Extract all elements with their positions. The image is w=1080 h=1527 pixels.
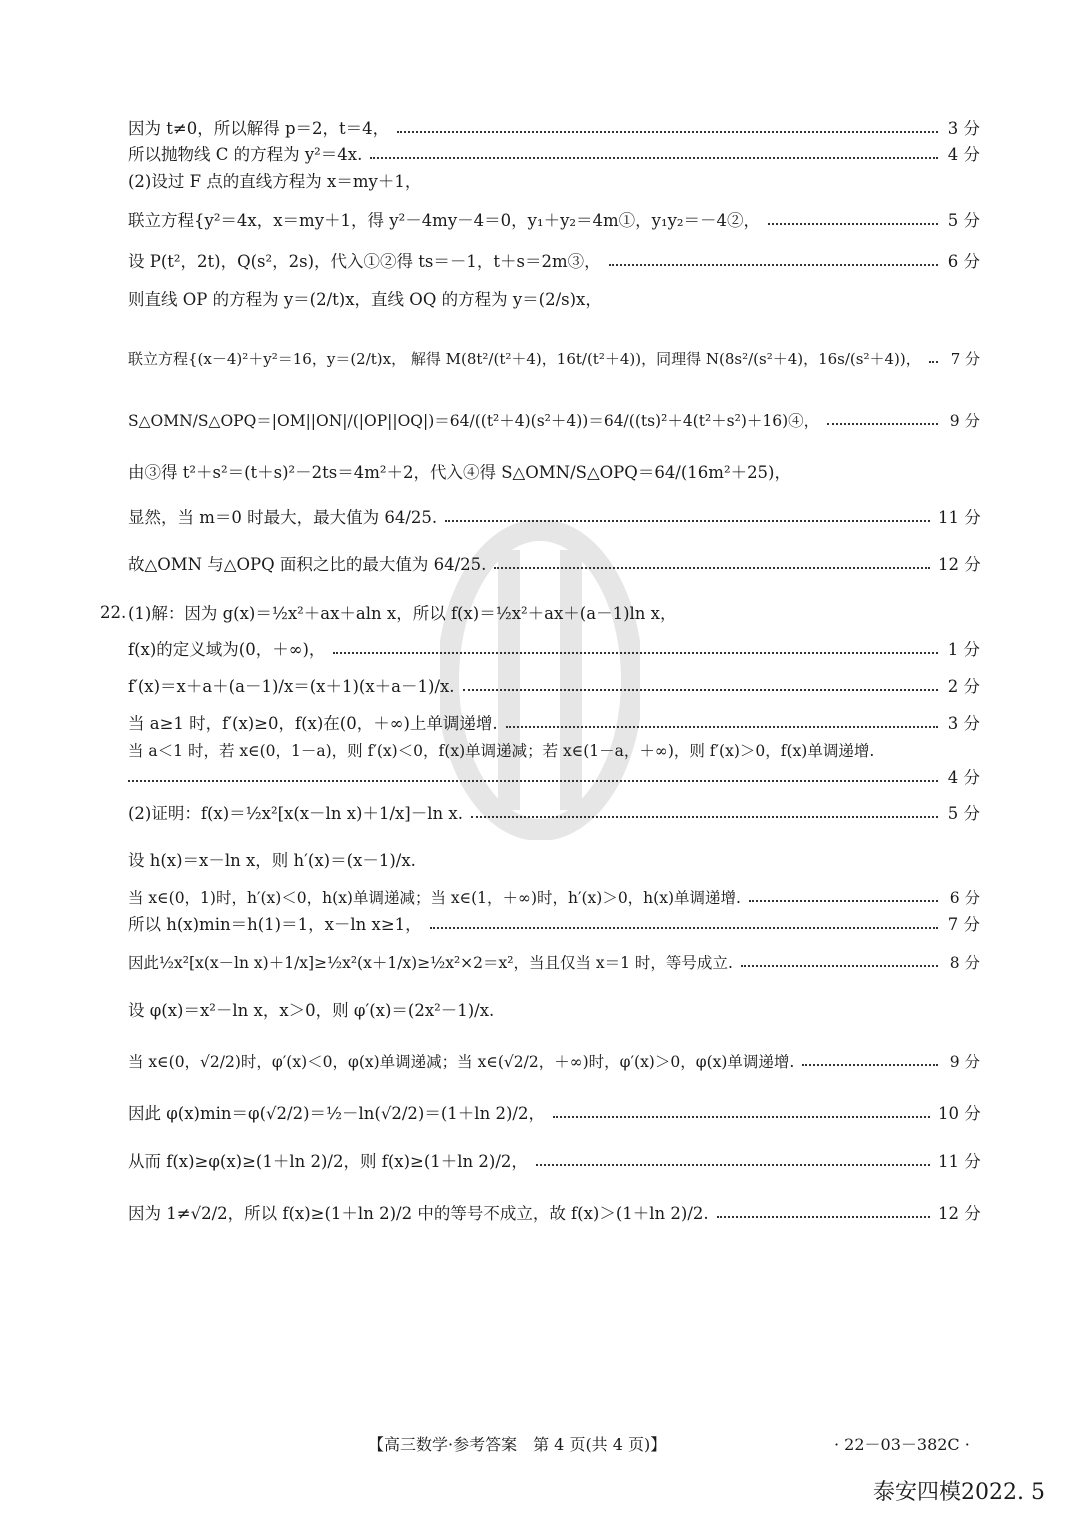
answer-line: f(x)的定义域为(0，＋∞)， 1 分 xyxy=(128,640,980,659)
answer-line: 所以抛物线 C 的方程为 y²＝4x. 4 分 xyxy=(128,145,980,164)
answer-line: 显然，当 m＝0 时最大，最大值为 64/25. 11 分 xyxy=(128,508,981,527)
answer-line: 设 h(x)＝x－ln x，则 h′(x)＝(x－1)/x. xyxy=(128,851,416,870)
answer-line: 故△OMN 与△OPQ 面积之比的最大值为 64/25. 12 分 xyxy=(128,555,981,574)
answer-line: 4 分 xyxy=(128,767,980,789)
answer-line: 因为 t≠0，所以解得 p＝2，t＝4， 3 分 xyxy=(128,119,980,138)
answer-line: 因为 1≠√2/2，所以 f(x)≥(1＋ln 2)/2 中的等号不成立，故 f(x)＞(1＋ln 2)/2. 12 分 xyxy=(128,1204,981,1223)
answer-line: 当 x∈(0，1)时，h′(x)＜0，h(x)单调递减；当 x∈(1，＋∞)时，h′(x)＞0，h(x)单调递增. 6 分 xyxy=(128,889,980,907)
answer-line: (2)设过 F 点的直线方程为 x＝my＋1， xyxy=(128,172,422,191)
answer-line: 所以 h(x)min＝h(1)＝1，x－ln x≥1， 7 分 xyxy=(128,915,980,934)
answer-line: f′(x)＝x＋a＋(a－1)/x＝(x＋1)(x＋a－1)/x. 2 分 xyxy=(128,677,980,696)
answer-line: (2)证明：f(x)＝½x²[x(x－ln x)＋1/x]－ln x. 5 分 xyxy=(128,804,980,823)
answer-line: 当 a≥1 时，f′(x)≥0，f(x)在(0，＋∞)上单调递增. 3 分 xyxy=(128,714,980,733)
document-code: · 22－03－382C · xyxy=(834,1435,970,1454)
answer-line: 因此½x²[x(x－ln x)＋1/x]≥½x²(x＋1/x)≥½x²×2＝x²，当且仅当 x＝1 时，等号成立. 8 分 xyxy=(128,954,980,972)
answer-line: 设 φ(x)＝x²－ln x，x＞0，则 φ′(x)＝(2x²－1)/x. xyxy=(128,1001,495,1020)
answer-line: 设 P(t²，2t)，Q(s²，2s)，代入①②得 ts＝－1，t＋s＝2m③， 6 分 xyxy=(128,252,980,271)
answer-line: 联立方程{y²＝4x，x＝my＋1，得 y²－4my－4＝0，y₁＋y₂＝4m①，y₁y₂＝－4②， 5 分 xyxy=(128,211,980,230)
answer-line: 由③得 t²＋s²＝(t＋s)²－2ts＝4m²＋2，代入④得 S△OMN/S△OPQ＝64/(16m²＋25)， xyxy=(128,463,791,482)
answer-line: 从而 f(x)≥φ(x)≥(1＋ln 2)/2，则 f(x)≥(1＋ln 2)/2， 11 分 xyxy=(128,1152,981,1171)
answer-line: S△OMN/S△OPQ＝|OM||ON|/(|OP||OQ|)＝64/((t²＋4)(s²＋4))＝64/((ts)²＋4(t²＋s²)＋16)④， 9 分 xyxy=(128,412,980,430)
question-number: 22. xyxy=(100,603,127,622)
answer-line: 则直线 OP 的方程为 y＝(2/t)x，直线 OQ 的方程为 y＝(2/s)x， xyxy=(128,290,602,309)
page-footer: 【高三数学·参考答案 第 4 页(共 4 页)】 xyxy=(368,1435,667,1454)
source-stamp: 泰安四模2022. 5 xyxy=(873,1480,1045,1505)
answer-line: 因此 φ(x)min＝φ(√2/2)＝½－ln(√2/2)＝(1＋ln 2)/2， 10 分 xyxy=(128,1104,981,1123)
answer-line: 当 a＜1 时，若 x∈(0，1－a)，则 f′(x)＜0，f(x)单调递减；若 x∈(1－a，＋∞)，则 f′(x)＞0，f(x)单调递增. xyxy=(128,742,875,760)
answer-line: (1)解：因为 g(x)＝½x²＋ax＋aln x，所以 f(x)＝½x²＋ax＋(a－1)ln x， xyxy=(128,604,677,623)
answer-line: 当 x∈(0，√2/2)时，φ′(x)＜0，φ(x)单调递减；当 x∈(√2/2，＋∞)时，φ′(x)＞0，φ(x)单调递增. 9 分 xyxy=(128,1053,980,1071)
answer-line: 联立方程{(x－4)²＋y²＝16，y＝(2/t)x， 解得 M(8t²/(t²＋4)，16t/(t²＋4))，同理得 N(8s²/(s²＋4)，16s/(s²＋4))， 7 分 xyxy=(128,350,980,368)
